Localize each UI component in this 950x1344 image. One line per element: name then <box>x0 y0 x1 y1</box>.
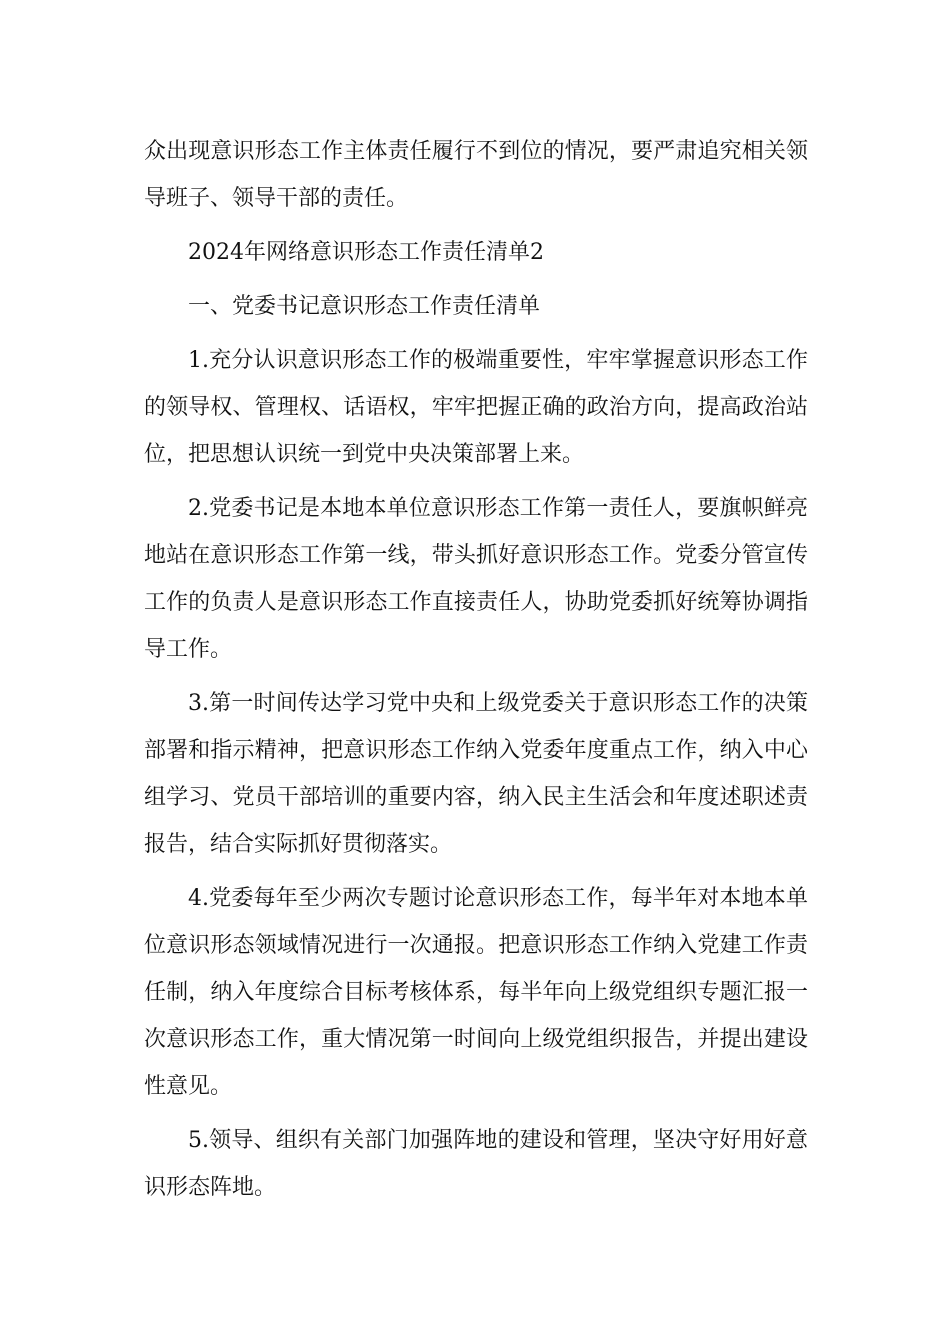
list-item-3: 3.第一时间传达学习党中央和上级党委关于意识形态工作的决策部署和指示精神，把意识形态工作纳入党委年度重点工作，纳入中心组学习、党员干部培训的重要内容，纳入民主生活会和年度述职述责报告，结合实际抓好贯彻落实。 <box>144 691 808 857</box>
list-item-4: 4.党委每年至少两次专题讨论意识形态工作，每半年对本地本单位意识形态领域情况进行一次通报。把意识形态工作纳入党建工作责任制，纳入年度综合目标考核体系，每半年向上级党组织专题汇报一次意识形态工作，重大情况第一时间向上级党组织报告，并提出建设性意见。 <box>144 886 808 1099</box>
list-item-1: 1.充分认识意识形态工作的极端重要性，牢牢掌握意识形态工作的领导权、管理权、话语权，牢牢把握正确的政治方向，提高政治站位，把思想认识统一到党中央决策部署上来。 <box>144 348 808 467</box>
document-body <box>144 128 808 1218</box>
paragraph-continuation: 众出现意识形态工作主体责任履行不到位的情况，要严肃追究相关领导班子、领导干部的责任。 <box>144 139 808 211</box>
list-item-2: 2.党委书记是本地本单位意识形态工作第一责任人，要旗帜鲜亮地站在意识形态工作第一线，带头抓好意识形态工作。党委分管宣传工作的负责人是意识形态工作直接责任人，协助党委抓好统筹协调指导工作。 <box>144 496 808 662</box>
section-heading: 一、党委书记意识形态工作责任清单 <box>188 294 541 319</box>
list-item-5: 5.领导、组织有关部门加强阵地的建设和管理，坚决守好用好意识形态阵地。 <box>144 1128 808 1200</box>
document-subtitle: 2024年网络意识形态工作责任清单2 <box>188 240 544 265</box>
